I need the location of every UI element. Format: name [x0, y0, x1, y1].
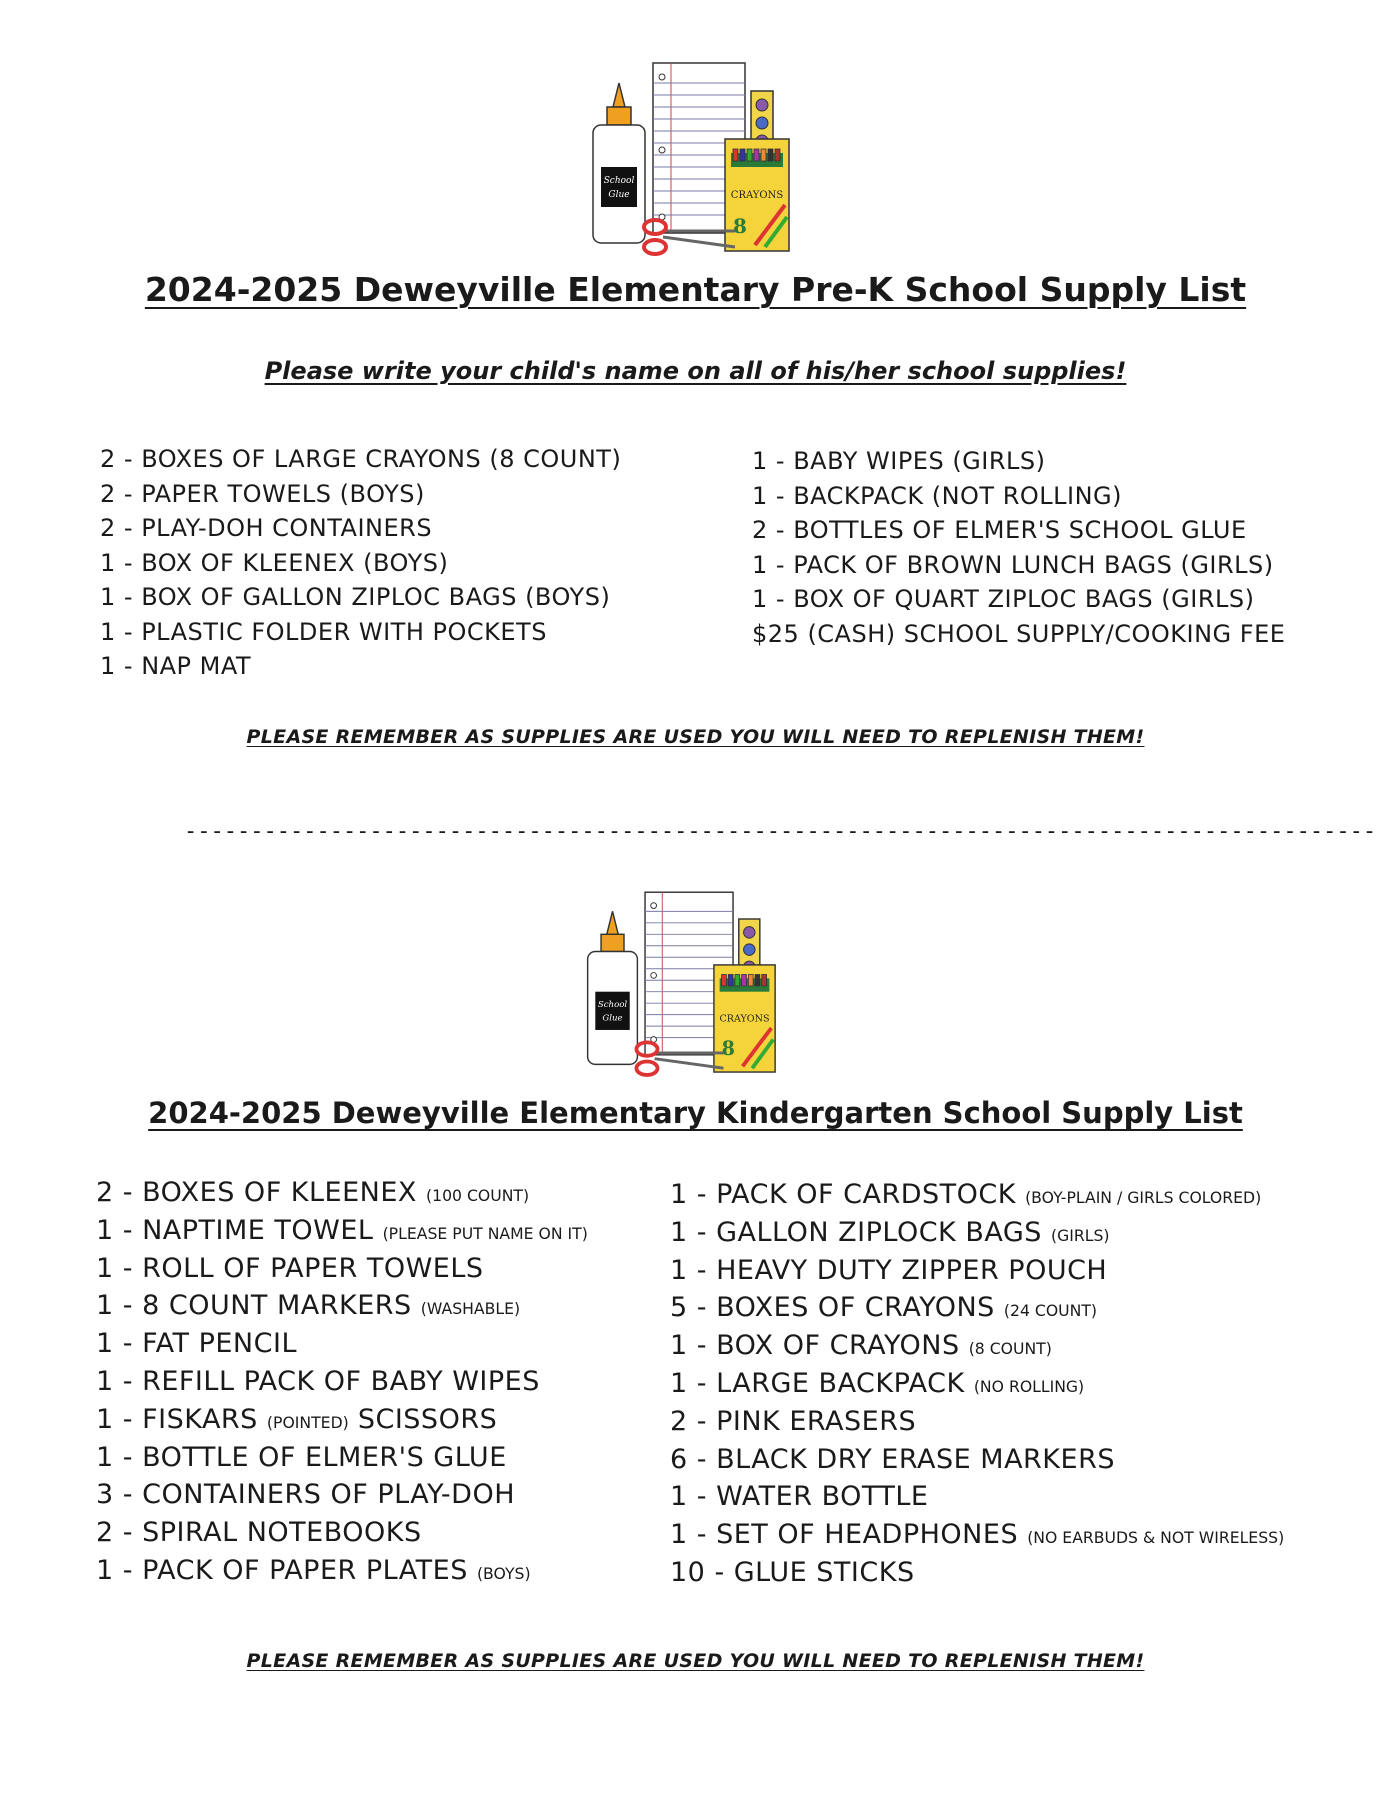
list-item: 6 - BLACK DRY ERASE MARKERS	[670, 1443, 1115, 1475]
list-item: 1 - PLASTIC FOLDER WITH POCKETS	[100, 617, 547, 646]
list-item: 1 - ROLL OF PAPER TOWELS	[96, 1252, 484, 1284]
kindergarten-reminder	[0, 1650, 1391, 1672]
list-item: 1 - HEAVY DUTY ZIPPER POUCH	[670, 1254, 1108, 1286]
list-item: 10 - GLUE STICKS	[670, 1556, 915, 1588]
kindergarten-title	[0, 1096, 1391, 1130]
list-item: 1 - PACK OF PAPER PLATES (BOYS)	[96, 1554, 531, 1586]
list-item: 1 - GALLON ZIPLOCK BAGS (GIRLS)	[670, 1216, 1110, 1248]
crayon-box-icon	[714, 965, 775, 1072]
prek-instruction	[0, 357, 1391, 385]
prek-title-text: 2024-2025 Deweyville Elementary Pre-K School Supply List	[144, 270, 1247, 309]
crayon-count-label: 8	[721, 1036, 735, 1060]
list-item: 2 - PINK ERASERS	[670, 1405, 917, 1437]
list-item: 1 - BOX OF QUART ZIPLOC BAGS (GIRLS)	[752, 585, 1255, 613]
prek-reminder	[0, 726, 1391, 748]
kindergarten-reminder-text: PLEASE REMEMBER AS SUPPLIES ARE USED YOU WILL NEED TO REPLENISH THEM!	[246, 1650, 1145, 1672]
list-item: 2 - BOTTLES OF ELMER'S SCHOOL GLUE	[752, 516, 1247, 544]
list-item: 1 - FISKARS (POINTED) SCISSORS	[96, 1403, 498, 1435]
list-item: 2 - PAPER TOWELS (BOYS)	[100, 479, 425, 508]
glue-label-line2: Glue	[608, 190, 630, 200]
prek-title	[0, 270, 1391, 309]
list-item: 5 - BOXES OF CRAYONS (24 COUNT)	[670, 1292, 1098, 1324]
section-divider: ------------------------------------------------------------------------------------------	[184, 819, 1377, 844]
list-item: 1 - BOX OF KLEENEX (BOYS)	[100, 548, 449, 577]
prek-instruction-text: Please write your child's name on all of his/her school supplies!	[264, 357, 1127, 385]
prek-left-list	[100, 442, 621, 684]
crayon-count-label: 8	[733, 214, 747, 238]
list-item: 1 - NAPTIME TOWEL (PLEASE PUT NAME ON IT)	[96, 1214, 588, 1246]
list-item: 1 - PACK OF BROWN LUNCH BAGS (GIRLS)	[752, 550, 1274, 579]
list-item: 3 - CONTAINERS OF PLAY-DOH	[96, 1479, 516, 1511]
list-item: 1 - BOX OF CRAYONS (8 COUNT)	[670, 1330, 1052, 1362]
glue-label-line1: School	[597, 1000, 628, 1010]
list-item: 1 - REFILL PACK OF BABY WIPES	[96, 1365, 540, 1397]
list-item: 1 - FAT PENCIL	[96, 1328, 297, 1360]
list-item: 1 - BACKPACK (NOT ROLLING)	[752, 481, 1122, 510]
kindergarten-right-list	[670, 1176, 1284, 1592]
list-item: 1 - BOTTLE OF ELMER'S GLUE	[96, 1441, 507, 1473]
glue-label-line2: Glue	[602, 1013, 623, 1024]
list-item: $25 (CASH) SCHOOL SUPPLY/COOKING FEE	[752, 619, 1286, 648]
list-item: 2 - PLAY-DOH CONTAINERS	[100, 514, 433, 542]
list-item: 1 - PACK OF CARDSTOCK (BOY-PLAIN / GIRLS COLORED)	[670, 1179, 1262, 1210]
list-item: 1 - LARGE BACKPACK (NO ROLLING)	[670, 1367, 1085, 1399]
crayon-box-label: CRAYONS	[730, 190, 784, 201]
crayon-box-icon	[725, 139, 789, 251]
glue-label-line1: School	[603, 176, 635, 186]
list-item: 1 - WATER BOTTLE	[670, 1481, 929, 1513]
list-item: 1 - 8 COUNT MARKERS (WASHABLE)	[96, 1290, 521, 1322]
list-item: 1 - NAP MAT	[100, 652, 252, 680]
prek-right-list	[752, 444, 1285, 651]
kindergarten-title-text: 2024-2025 Deweyville Elementary Kindergarten School Supply List	[148, 1096, 1243, 1130]
crayon-box-label: CRAYONS	[719, 1013, 770, 1025]
glue-bottle-icon	[588, 911, 638, 1064]
kindergarten-left-list	[96, 1174, 588, 1590]
list-item: 1 - BABY WIPES (GIRLS)	[752, 447, 1046, 475]
list-item: 2 - BOXES OF LARGE CRAYONS (8 COUNT)	[100, 445, 622, 473]
glue-bottle-icon	[593, 83, 645, 243]
school-supplies-clipart-prek	[585, 55, 815, 265]
school-supplies-clipart-kindergarten	[580, 880, 800, 1090]
list-item: 1 - BOX OF GALLON ZIPLOC BAGS (BOYS)	[100, 583, 611, 611]
list-item: 1 - SET OF HEADPHONES (NO EARBUDS & NOT WIRELESS)	[670, 1519, 1285, 1551]
list-item: 2 - BOXES OF KLEENEX (100 COUNT)	[96, 1177, 530, 1208]
prek-reminder-text: PLEASE REMEMBER AS SUPPLIES ARE USED YOU WILL NEED TO REPLENISH THEM!	[246, 726, 1145, 748]
list-item: 2 - SPIRAL NOTEBOOKS	[96, 1517, 422, 1549]
